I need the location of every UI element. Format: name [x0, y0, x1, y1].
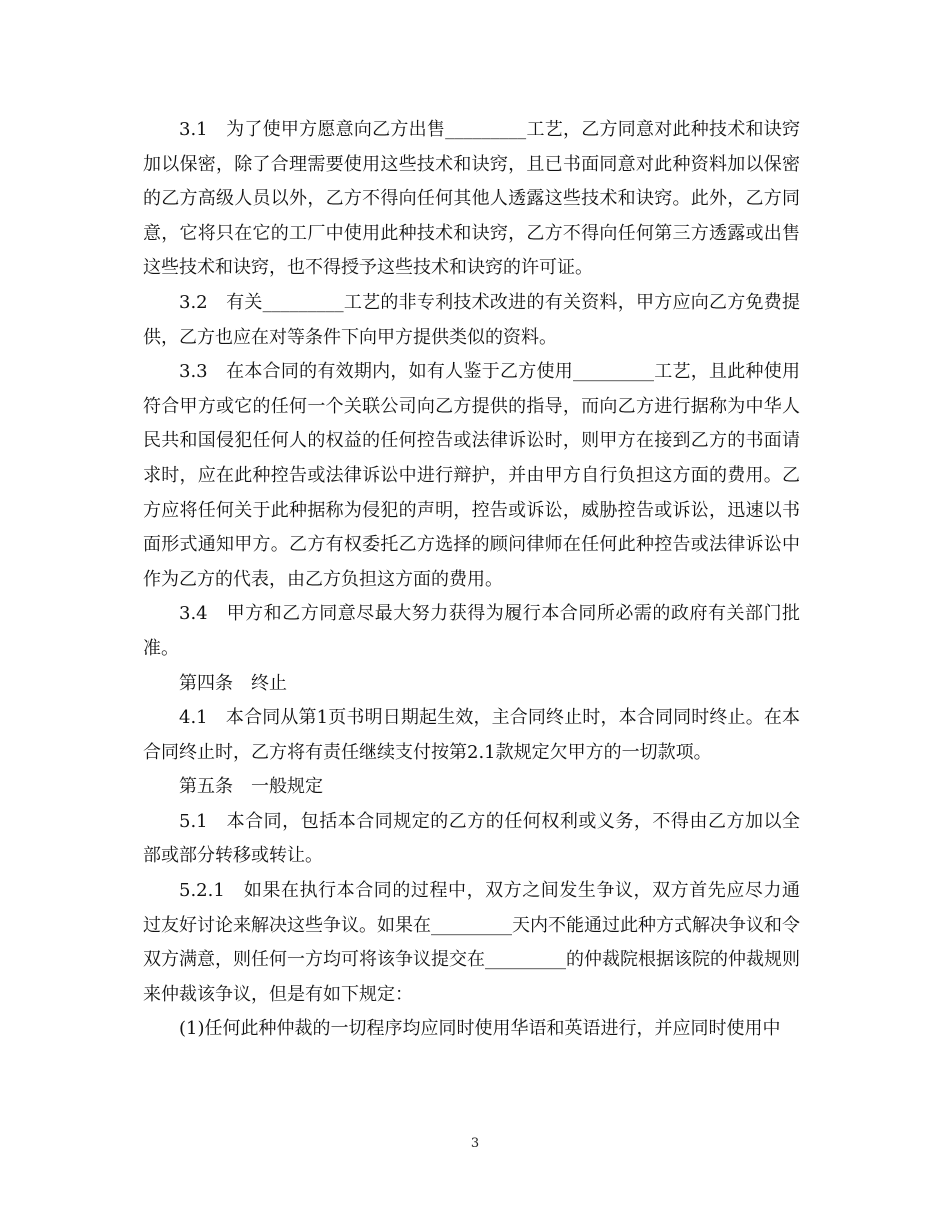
clause-3-1: 3.1 为了使甲方愿意向乙方出售_________工艺，乙方同意对此种技术和诀窍加以保密，除了合理需要使用这些技术和诀窍，且已书面同意对此种资料加以保密的乙方高级人员以外，乙方不得向任何其他人透露这些技术和诀窍。此外，乙方同意，它将只在它的工厂中使用此种技术和诀窍，乙方不得向任何第三方透露或出售这些技术和诀窍，也不得授予这些技术和诀窍的许可证。	[143, 119, 800, 279]
clause-3-4: 3.4 甲方和乙方同意尽最大努力获得为履行本合同所必需的政府有关部门批准。	[143, 603, 800, 659]
clause-5-2-1: 5.2.1 如果在执行本合同的过程中，双方之间发生争议，双方首先应尽力通过友好讨论来解决这些争议。如果在_________天内不能通过此种方式解决争议和令双方满意，则任何一方均可将该争议提交在_________的仲裁院根据该院的仲裁规则来仲裁该争议，但是有如下规定：	[143, 880, 800, 1005]
clause-3-2: 3.2 有关_________工艺的非专利技术改进的有关资料，甲方应向乙方免费提供，乙方也应在对等条件下向甲方提供类似的资料。	[143, 291, 800, 348]
clause-3-3: 3.3 在本合同的有效期内，如有人鉴于乙方使用_________工艺，且此种使用符合甲方或它的任何一个关联公司向乙方提供的指导，而向乙方进行据称为中华人民共和国侵犯任何人的权益的任何控告或法律诉讼时，则甲方在接到乙方的书面请求时，应在此种控告或法律诉讼中进行辩护，并由甲方自行负担这方面的费用。乙方应将任何关于此种据称为侵犯的声明，控告或诉讼，威胁控告或诉讼，迅速以书面形式通知甲方。乙方有权委托乙方选择的顾问律师在任何此种控告或法律诉讼中作为乙方的代表，由乙方负担这方面的费用。	[143, 361, 800, 590]
clause-4-1: 4.1 本合同从第1页书明日期起生效，主合同终止时，本合同同时终止。在本合同终止时，乙方将有责任继续支付按第2.1款规定欠甲方的一切款项。	[143, 707, 800, 763]
clause-5-1: 5.1 本合同，包括本合同规定的乙方的任何权利或义务，不得由乙方加以全部或部分转移或转让。	[143, 810, 800, 867]
article-4-heading: 第四条 终止	[179, 672, 287, 694]
clause-5-2-1-item-1: (1)任何此种仲裁的一切程序均应同时使用华语和英语进行，并应同时使用中	[179, 1018, 781, 1040]
page-number: 3	[470, 1136, 480, 1151]
document-body	[143, 113, 800, 1047]
article-5-heading: 第五条 一般规定	[179, 776, 323, 798]
